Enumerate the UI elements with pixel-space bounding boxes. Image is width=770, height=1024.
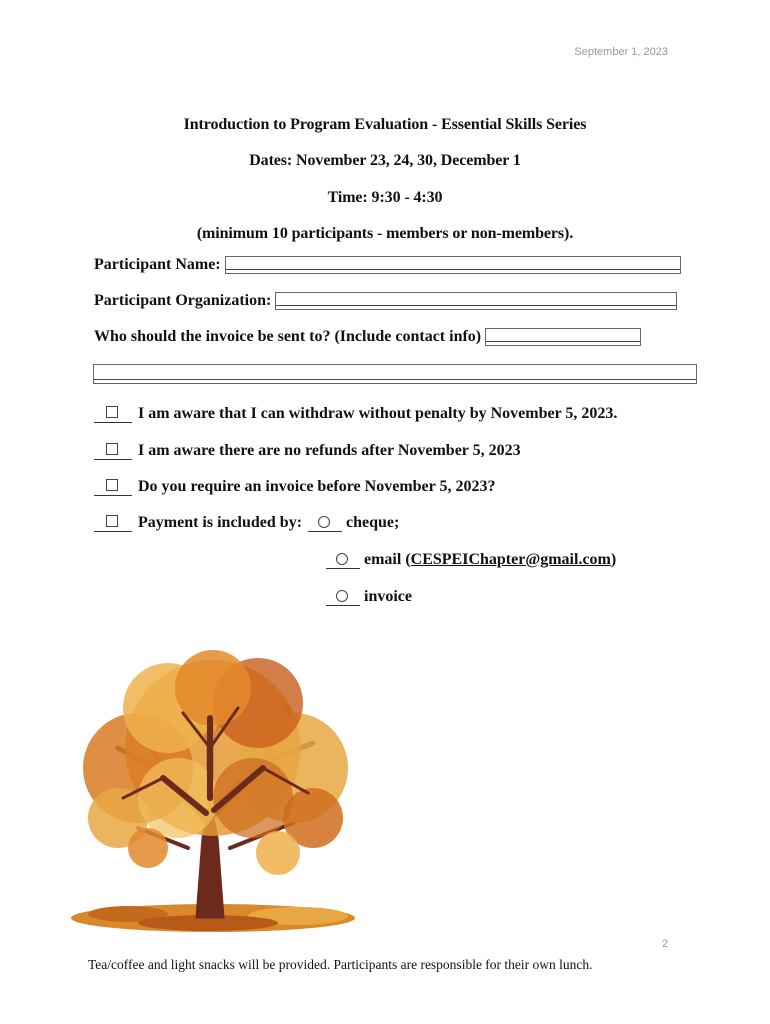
participant-org-label: Participant Organization: — [94, 292, 272, 309]
invoice-required-label: Do you require an invoice before November 5, 2023? — [138, 478, 496, 495]
course-time: Time: 9:30 - 4:30 — [327, 189, 443, 206]
payment-checkbox[interactable] — [94, 515, 132, 532]
participant-org-field[interactable] — [275, 292, 677, 310]
participant-name-label: Participant Name: — [94, 256, 221, 273]
checkbox-icon — [106, 443, 118, 455]
checkbox-icon — [106, 406, 118, 418]
no-refunds-row — [94, 442, 521, 460]
invoice-required-checkbox[interactable] — [94, 479, 132, 496]
checkbox-icon — [106, 515, 118, 527]
minimum-participants: (minimum 10 participants - members or non-members). — [196, 225, 574, 242]
radio-icon — [318, 516, 330, 528]
withdraw-label: I am aware that I can withdraw without penalty by November 5, 2023. — [138, 405, 618, 422]
invoice-to-label: Who should the invoice be sent to? (Include contact info) — [94, 328, 482, 345]
email-prefix: email ( — [364, 551, 411, 568]
withdraw-row — [94, 405, 617, 423]
invoice-required-row — [94, 478, 495, 496]
email-suffix: ) — [610, 551, 617, 568]
header-date: September 1, 2023 — [574, 46, 668, 58]
participant-name-row — [94, 256, 681, 274]
radio-icon — [336, 590, 348, 602]
invoice-option-row — [326, 588, 412, 606]
invoice-to-row — [94, 328, 641, 346]
invoice-radio[interactable] — [326, 589, 360, 606]
payment-row — [94, 514, 399, 532]
radio-icon — [336, 553, 348, 565]
email-row — [326, 551, 616, 569]
page-number: 2 — [662, 938, 669, 950]
invoice-to-field[interactable] — [485, 328, 641, 346]
email-link[interactable]: CESPEIChapter@gmail.com — [410, 551, 611, 568]
course-dates: Dates: November 23, 24, 30, December 1 — [249, 152, 521, 169]
no-refunds-label: I am aware there are no refunds after November 5, 2023 — [138, 442, 521, 459]
course-title: Introduction to Program Evaluation - Essential Skills Series — [183, 116, 587, 133]
participant-org-row — [94, 292, 677, 310]
checkbox-icon — [106, 479, 118, 491]
withdraw-checkbox[interactable] — [94, 406, 132, 423]
participant-name-field[interactable] — [225, 256, 681, 274]
autumn-tree-illustration — [68, 648, 364, 938]
footer-note: Tea/coffee and light snacks will be provided. Participants are responsible for their own lunch. — [88, 957, 593, 972]
invoice-option-label: invoice — [364, 588, 412, 605]
cheque-radio[interactable] — [308, 515, 342, 532]
cheque-label: cheque; — [346, 514, 400, 531]
payment-label: Payment is included by: — [138, 514, 303, 531]
no-refunds-checkbox[interactable] — [94, 443, 132, 460]
email-radio[interactable] — [326, 552, 360, 569]
invoice-contact-field[interactable] — [93, 364, 697, 384]
